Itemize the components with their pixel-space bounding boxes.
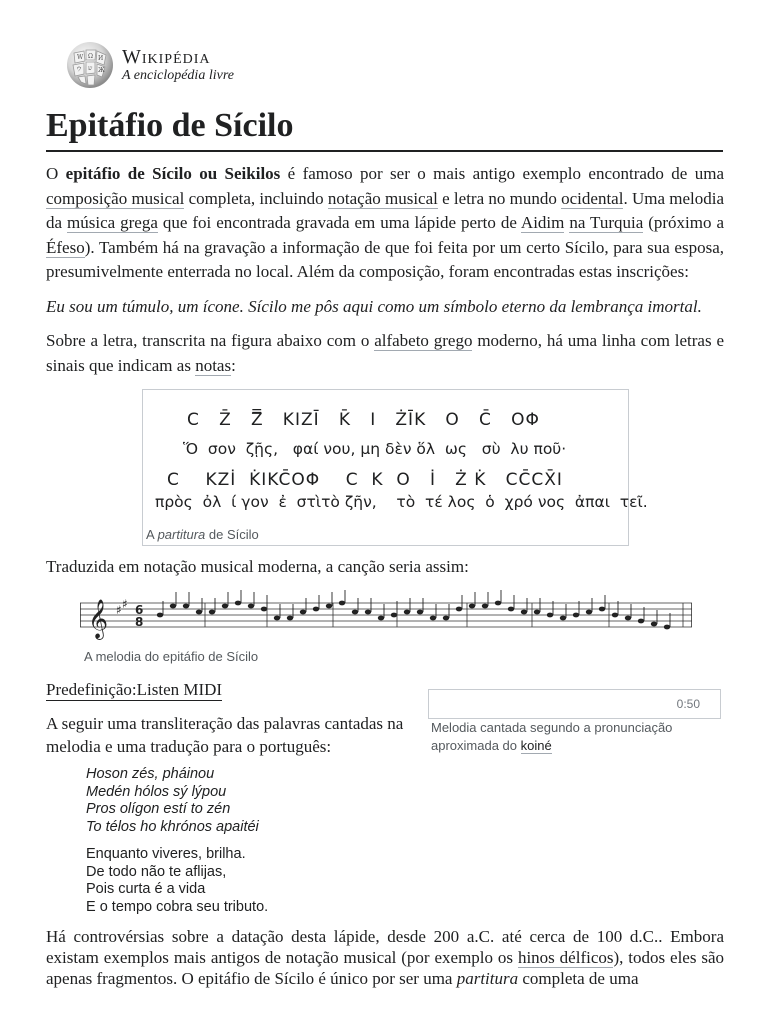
link-aidim[interactable]: Aidim xyxy=(520,213,565,232)
note-head xyxy=(261,607,267,612)
note-head xyxy=(625,616,631,621)
link-composicao-musical[interactable]: composição musical xyxy=(46,188,185,208)
text: é famoso por ser o mais antigo exemplo encontrado de uma xyxy=(280,164,724,183)
link-turquia[interactable]: na Turquia xyxy=(569,213,644,232)
link-hinos-delficos[interactable]: hinos délficos xyxy=(517,948,614,967)
text: moderno, há uma linha com letras e sinais que indicam as xyxy=(46,331,724,375)
bold-term: epitáfio de Sícilo ou Seikilos xyxy=(65,164,281,183)
note-head xyxy=(378,616,384,621)
note-head xyxy=(430,616,436,621)
note-head xyxy=(287,616,293,621)
audio-duration: 0:50 xyxy=(676,697,700,711)
text: que foi encontrada gravada em uma lápide perto de xyxy=(157,213,521,232)
svg-text:ש: ש xyxy=(88,65,93,72)
audio-caption xyxy=(431,719,721,755)
note-head xyxy=(456,607,462,612)
link-efeso[interactable]: Éfeso xyxy=(46,237,85,257)
text: ), todos eles são apenas fragmentos. O epitáfio de Sícilo é único por ser uma xyxy=(46,948,725,988)
lyrics-row-1: Ὅ σον ζῇς, φαί νου, μη δὲν ὅλ ως σὺ λυ ποῦ· xyxy=(183,440,567,458)
note-head xyxy=(547,613,553,618)
note-head xyxy=(157,613,163,618)
svg-text:W: W xyxy=(77,54,84,61)
notes-group xyxy=(157,590,683,629)
wikipedia-globe-logo[interactable] xyxy=(64,39,116,91)
text: . Uma melodia da xyxy=(46,188,725,232)
intro-paragraph xyxy=(46,162,724,285)
link-musica-grega[interactable]: música grega xyxy=(67,213,158,232)
template-link-listen-midi[interactable]: Predefinição:Listen MIDI xyxy=(46,680,223,699)
epitaph-quote: Eu sou um túmulo, um ícone. Sícilo me pôs aqui como um símbolo eterno da lembrança imortal. xyxy=(46,296,702,316)
key-signature: ♯ xyxy=(122,597,128,611)
link-koine[interactable]: koiné xyxy=(520,738,552,753)
poem-line: Pois curta é a vida xyxy=(86,881,206,897)
poem-line: Medén hólos sý lýpou xyxy=(86,783,227,800)
poem-greek xyxy=(86,766,259,836)
site-name: Wikipédia xyxy=(122,46,211,68)
notation-row-1: C Z̄ Z̿ KIZĪ K̄ I ŻĪK O C̄ OΦ xyxy=(187,410,540,430)
traduzida-paragraph: Traduzida em notação musical moderna, a canção seria assim: xyxy=(46,557,469,576)
note-head xyxy=(404,610,410,615)
text: Há controvérsias sobre a datação desta lápide, desde 200 a.C. até cerca de 100 d.C.. Embora existam exemplos mais antigos de notação musical (por exemplo os xyxy=(46,927,724,967)
poem-line: E o tempo cobra seu tributo. xyxy=(86,898,269,915)
link-notas[interactable]: notas xyxy=(195,355,232,375)
text: e letra no mundo xyxy=(437,188,562,208)
note-head xyxy=(469,604,475,609)
text: ). Também há na gravação a informação de que foi feita por um certo Sícilo, para sua esposa, presumivelmente enterrada no local. Além da composição, foram encontradas estas inscrições: xyxy=(46,237,724,281)
text: de Sícilo xyxy=(205,527,259,542)
notation-row-2: C KZİ K̇IKC̄OΦ C K O İ Ż K̇ CC̄CX̄I xyxy=(167,470,563,490)
note-head xyxy=(183,604,189,609)
lyrics-row-2: πρὸς ὀλ ί γον ἐ στὶτὸ ζῆν, τὸ τέ λος ὁ χρό νος ἀπαι τεῖ. xyxy=(155,493,648,511)
note-head xyxy=(170,604,176,609)
svg-text:Ж: Ж xyxy=(98,67,105,74)
text: Melodia cantada segundo a pronunciação aproximada do xyxy=(431,720,673,753)
last-paragraph xyxy=(46,926,724,989)
note-head xyxy=(326,604,332,609)
note-head xyxy=(313,607,319,612)
note-head xyxy=(482,604,488,609)
article-body xyxy=(46,162,724,388)
text: partitura xyxy=(456,969,519,988)
note-head xyxy=(417,610,423,615)
time-signature-top: 6 xyxy=(135,603,144,617)
note-head xyxy=(209,610,215,615)
note-head xyxy=(664,625,670,630)
site-tagline: A enciclopédia livre xyxy=(122,68,234,83)
text: completa, incluindo xyxy=(184,188,328,208)
text: Sobre a letra, transcrita na figura abaixo com o xyxy=(46,331,375,350)
note-head xyxy=(339,601,345,606)
svg-text:И: И xyxy=(98,55,104,62)
note-head xyxy=(300,610,306,615)
note-head xyxy=(521,610,527,615)
poem-line: De todo não te aflijas, xyxy=(86,863,227,880)
note-head xyxy=(651,622,657,627)
note-head xyxy=(508,607,514,612)
note-head xyxy=(495,601,501,606)
score-caption: A melodia do epitáfio de Sícilo xyxy=(84,649,259,664)
text: (próximo a xyxy=(643,213,725,232)
svg-text:ウ: ウ xyxy=(76,66,83,73)
poem-line: Enquanto viveres, brilha. xyxy=(86,846,246,862)
treble-clef-icon: 𝄞 xyxy=(88,599,109,639)
partitura-caption xyxy=(146,527,259,542)
note-head xyxy=(196,610,202,615)
link-notacao-musical[interactable]: notação musical xyxy=(327,188,438,208)
key-signature: ♯ xyxy=(116,603,122,617)
poem-portuguese xyxy=(86,846,268,916)
text: O xyxy=(46,164,66,183)
note-head xyxy=(443,616,449,621)
note-head xyxy=(352,610,358,615)
note-head xyxy=(391,613,397,618)
note-head xyxy=(573,613,579,618)
text: partitura xyxy=(157,527,206,542)
partitura-figure[interactable] xyxy=(142,389,648,546)
letra-paragraph xyxy=(46,329,724,378)
audio-player[interactable] xyxy=(428,689,721,719)
note-head xyxy=(638,619,644,624)
note-head xyxy=(586,610,592,615)
poem-line: Pros olígon estí to zén xyxy=(86,801,231,817)
link-alfabeto-grego[interactable]: alfabeto grego xyxy=(374,331,473,350)
note-head xyxy=(612,613,618,618)
note-head xyxy=(274,616,280,621)
svg-text:Ω: Ω xyxy=(88,53,93,60)
text: : xyxy=(231,355,236,375)
note-head xyxy=(560,616,566,621)
note-head xyxy=(599,607,605,612)
note-head xyxy=(235,601,241,606)
poem-line: Hoson zés, pháinou xyxy=(86,766,215,782)
note-head xyxy=(534,610,540,615)
note-head xyxy=(248,604,254,609)
note-head xyxy=(222,604,228,609)
text: A xyxy=(146,527,158,542)
seguir-paragraph: A seguir uma transliteração das palavras cantadas na melodia e uma tradução para o português: xyxy=(46,714,404,756)
text: completa de uma xyxy=(518,969,639,988)
site-header xyxy=(64,40,234,90)
link-ocidental[interactable]: ocidental xyxy=(561,188,624,208)
note-head xyxy=(365,610,371,615)
page-title: Epitáfio de Sícilo xyxy=(46,104,723,152)
poem-line: To télos ho khrónos apaitéi xyxy=(86,818,259,835)
time-signature-bottom: 8 xyxy=(135,615,144,629)
modern-score-figure[interactable] xyxy=(80,590,692,640)
